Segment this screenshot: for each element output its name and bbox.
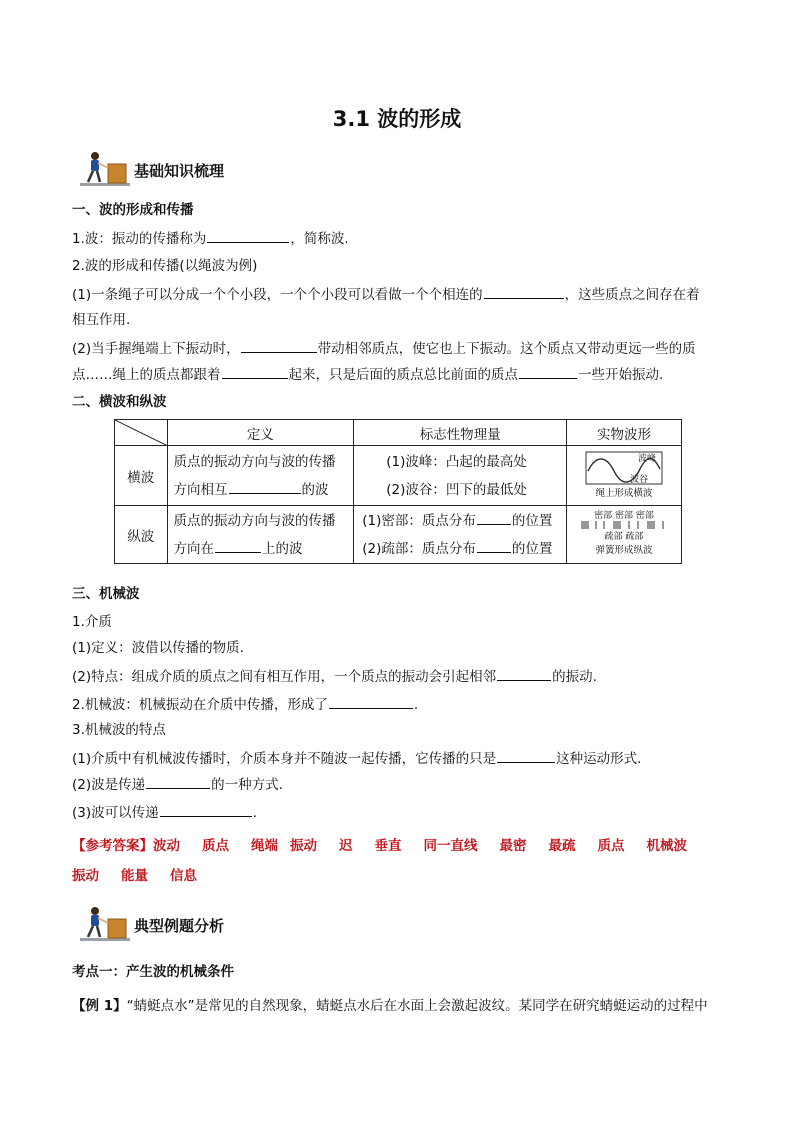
p3-line5: 3.机械波的特点 — [72, 722, 166, 738]
svg-text:弹簧形成纵波: 弹簧形成纵波 — [595, 544, 653, 556]
p1-line1: 1.波：振动的传播称为 ，简称波. — [72, 228, 349, 249]
header-definition: 定义 — [167, 420, 354, 446]
answer-row-1: 【参考答案】波动 质点 绳端 振动 迟 垂直 同一直线 最密 最疏 质点 机械波 — [72, 838, 687, 854]
page-title: 3.1 波的形成 — [332, 107, 462, 131]
p1-line2: 2.波的形成和传播(以绳波为例) — [72, 258, 258, 274]
row-transverse-quantity: (1)波峰：凸起的最高处 (2)波谷：凹下的最低处 — [354, 446, 567, 506]
p3-line3: (2)特点：组成介质的质点之间有相互作用，一个质点的振动会引起相邻 的振动. — [72, 666, 597, 687]
row-transverse-definition: 质点的振动方向与波的传播 方向相互 的波 — [167, 446, 354, 506]
p3-line4: 2.机械波：机械振动在介质中传播，形成了 . — [72, 694, 418, 715]
heading-part1: 一、波的形成和传播 — [72, 202, 194, 218]
diagonal-line — [115, 420, 168, 446]
pushing-box-icon — [80, 905, 130, 945]
p3-line7: (2)波是传递 的一种方式. — [72, 774, 283, 795]
example-1: 【例 1】“蜻蜓点水”是常见的自然现象，蜻蜓点水后在水面上会激起波纹。某同学在研究蜻蜓运动的过程中 — [72, 998, 708, 1014]
row-transverse-name: 横波 — [115, 446, 168, 506]
row-transverse-image — [567, 446, 682, 506]
row-longitudinal-quantity: (1)密部：质点分布 的位置 (2)疏部：质点分布 的位置 — [354, 506, 567, 564]
p3-line8: (3)波可以传递 . — [72, 802, 257, 823]
p1-line5: (2)当手握绳端上下振动时， 带动相邻质点，使它也上下振动。这个质点又带动更远一些的质 — [72, 338, 696, 359]
header-waveform: 实物波形 — [567, 420, 682, 446]
header-quantity: 标志性物理量 — [354, 420, 567, 446]
svg-text:密部 密部 密部: 密部 密部 密部 — [594, 510, 654, 521]
section-title-basic: 基础知识梳理 — [134, 162, 225, 180]
transverse-wave-figure — [574, 449, 674, 499]
row-longitudinal-image — [567, 506, 682, 564]
row-longitudinal-name: 纵波 — [115, 506, 168, 564]
svg-text:波谷: 波谷 — [630, 474, 649, 485]
p1-line3: (1)一条绳子可以分成一个个小段，一个个小段可以看做一个个相连的 ，这些质点之间存在着 — [72, 284, 700, 305]
svg-text:绳上形成横波: 绳上形成横波 — [595, 487, 653, 499]
exam-point-1: 考点一：产生波的机械条件 — [72, 964, 234, 980]
pushing-box-icon — [80, 150, 130, 190]
section-title-examples: 典型例题分析 — [134, 917, 225, 935]
row-longitudinal-definition: 质点的振动方向与波的传播 方向在 上的波 — [167, 506, 354, 564]
heading-part3: 三、机械波 — [72, 586, 140, 602]
wave-type-table — [114, 419, 682, 564]
section-banner-basic — [80, 150, 240, 190]
p3-line2: (1)定义：波借以传播的物质. — [72, 640, 244, 656]
p1-line6: 点……绳上的质点都跟着 起来，只是后面的质点总比前面的质点 一些开始振动. — [72, 364, 663, 385]
svg-text:疏部 疏部: 疏部 疏部 — [604, 531, 644, 542]
p3-line1: 1.介质 — [72, 614, 112, 630]
answer-row-2: 振动 能量 信息 — [72, 868, 197, 884]
p3-line6: (1)介质中有机械波传播时，介质本身并不随波一起传播，它传播的只是 这种运动形式. — [72, 748, 641, 769]
svg-text:波峰: 波峰 — [638, 453, 657, 464]
section-banner-examples — [80, 905, 240, 945]
heading-part2: 二、横波和纵波 — [72, 394, 167, 410]
table-corner-cell — [115, 420, 168, 446]
longitudinal-wave-figure — [572, 508, 676, 558]
p1-line4: 相互作用. — [72, 312, 131, 328]
